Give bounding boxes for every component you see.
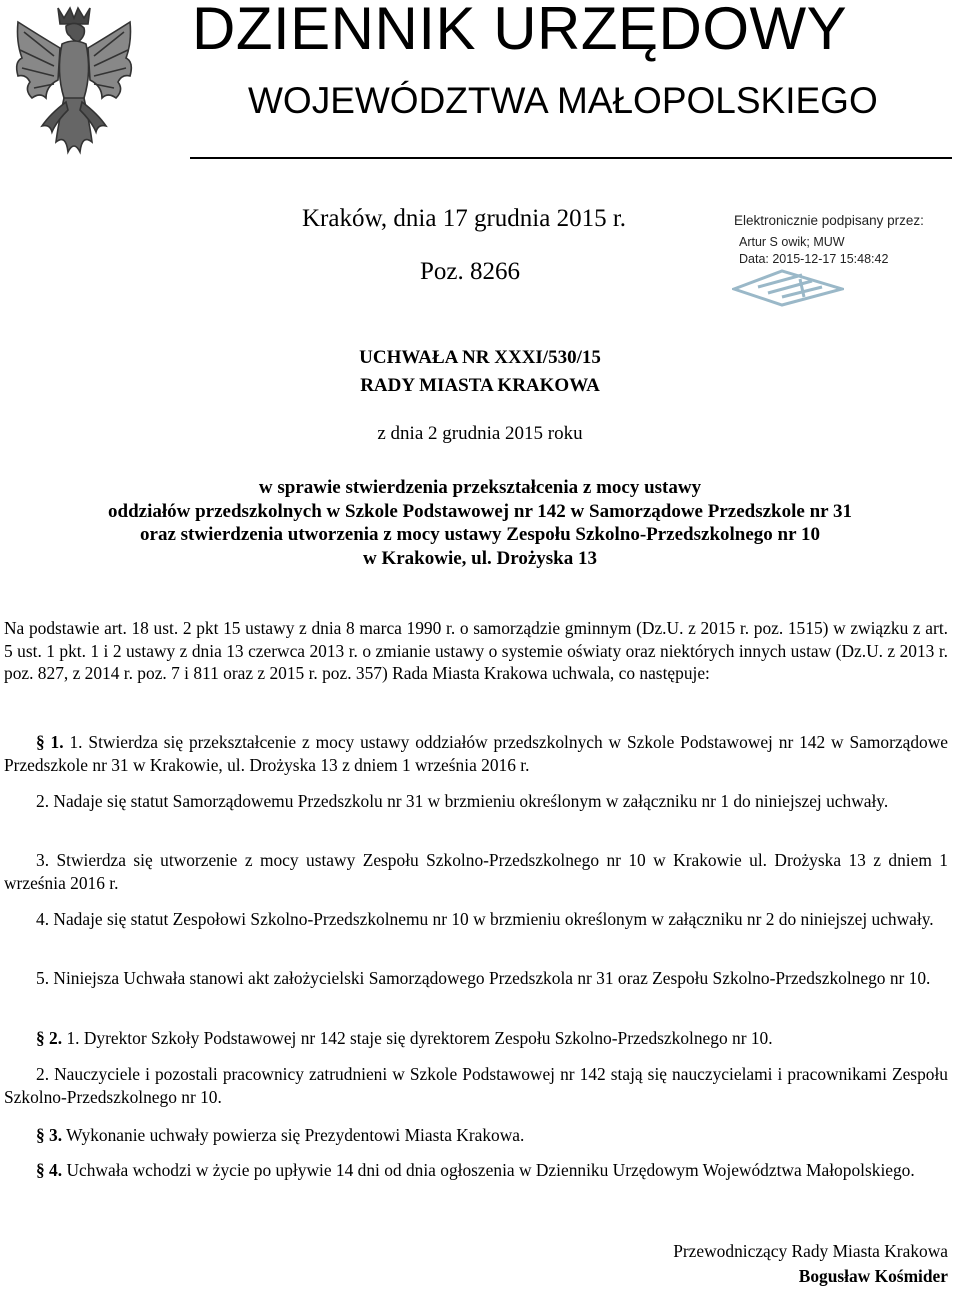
subject-line: w Krakowie, ul. Drożyska 13 (363, 547, 597, 569)
paragraph-text: 1. Dyrektor Szkoły Podstawowej nr 142 staje się dyrektorem Zespołu Szkolno-Przedszkolnego nr 10. (66, 1028, 773, 1048)
paragraph-text: Wykonanie uchwały powierza się Prezydentowi Miasta Krakowa. (66, 1125, 525, 1145)
section-mark: § 3. (36, 1125, 63, 1145)
journal-subtitle: WOJEWÓDZTWA MAŁOPOLSKIEGO (248, 80, 878, 121)
subject-line: w sprawie stwierdzenia przekształcenia z mocy ustawy (258, 477, 702, 498)
subject-line: oddziałów przedszkolnych w Szkole Podstawowej nr 142 w Samorządowe Przedszkole nr 31 (108, 500, 852, 522)
section-1-paragraph-5: 5. Niniejsza Uchwała stanowi akt założycielski Samorządowego Przedszkola nr 31 oraz Zespołu Szkolno-Przedszkolnego nr 10. (36, 968, 931, 988)
polish-eagle-emblem-icon (6, 2, 142, 170)
section-mark: § 2. (36, 1028, 63, 1048)
electronic-signature-stamp (732, 213, 932, 303)
resolution-number: UCHWAŁA NR XXXI/530/15 (359, 347, 601, 368)
section-mark: § 1. (36, 732, 64, 752)
place-date: Kraków, dnia 17 grudnia 2015 r. (302, 205, 627, 232)
position-number: Poz. 8266 (420, 258, 520, 285)
resolution-date: z dnia 2 grudnia 2015 roku (377, 423, 583, 444)
signature-signer: Artur S owik; MUW (739, 235, 845, 249)
journal-title: DZIENNIK URZĘDOWY (192, 0, 848, 62)
legal-basis: Na podstawie art. 18 ust. 2 pkt 15 ustawy z dnia 8 marca 1990 r. o samorządzie gminnym (Dz.U. z 2015 r. poz. 1515) w związku z art. 5 ust. 1 pkt. 1 i 2 ustawy z dnia 13 czerwca 2013 r. o zmianie ustawy o systemie oświaty oraz niektórych innych ustaw (Dz.U. z 2013 r. poz. 827, z 2014 r. poz. 7 i 811 oraz z 2015 r. poz. 357) Rada Miasta Krakowa uchwala, co następuje: (4, 618, 948, 683)
section-1-paragraph-1 (4, 731, 948, 776)
council-name: RADY MIASTA KRAKOWA (360, 375, 600, 396)
subject-line: oraz stwierdzenia utworzenia z mocy ustawy Zespołu Szkolno-Przedszkolnego nr 10 (140, 524, 820, 545)
section-mark: § 4. (36, 1160, 63, 1180)
section-4 (4, 1159, 948, 1182)
section-1-paragraph-3: 3. Stwierdza się utworzenie z mocy ustawy Zespołu Szkolno-Przedszkolnego nr 10 w Krakowie ul. Drożyska 13 z dniem 1 września 2016 r. (4, 850, 948, 893)
resolution-subject (0, 476, 960, 570)
title-rule (190, 157, 952, 159)
chair-title: Przewodniczący Rady Miasta Krakowa (673, 1241, 948, 1261)
paragraph-text: Uchwała wchodzi w życie po upływie 14 dni od dnia ogłoszenia w Dzienniku Urzędowym Województwa Małopolskiego. (66, 1160, 915, 1180)
section-1-paragraph-2: 2. Nadaje się statut Samorządowemu Przedszkolu nr 31 w brzmieniu określonym w załączniku nr 1 do niniejszej uchwały. (36, 791, 889, 811)
section-2-paragraph-2: 2. Nauczyciele i pozostali pracownicy zatrudnieni w Szkole Podstawowej nr 142 stają się nauczycielami i pracownikami Zespołu Szkolno-Przedszkolnego nr 10. (4, 1064, 948, 1107)
chair-name: Bogusław Kośmider (798, 1266, 948, 1286)
paragraph-text: 1. Stwierdza się przekształcenie z mocy ustawy oddziałów przedszkolnych w Szkole Podstawowej nr 142 w Samorządowe Przedszkole nr 31 w Krakowie, ul. Drożyska 13 z dniem 1 września 2016 r. (4, 732, 948, 775)
signature-date: Data: 2015-12-17 15:48:42 (739, 252, 889, 266)
signature-header: Elektronicznie podpisany przez: (734, 213, 924, 228)
section-3 (4, 1124, 948, 1147)
e-signature-mark-icon (732, 267, 844, 307)
section-2-paragraph-1 (4, 1027, 948, 1050)
section-1-paragraph-4: 4. Nadaje się statut Zespołowi Szkolno-Przedszkolnemu nr 10 w brzmieniu określonym w załączniku nr 2 do niniejszej uchwały. (36, 909, 934, 929)
